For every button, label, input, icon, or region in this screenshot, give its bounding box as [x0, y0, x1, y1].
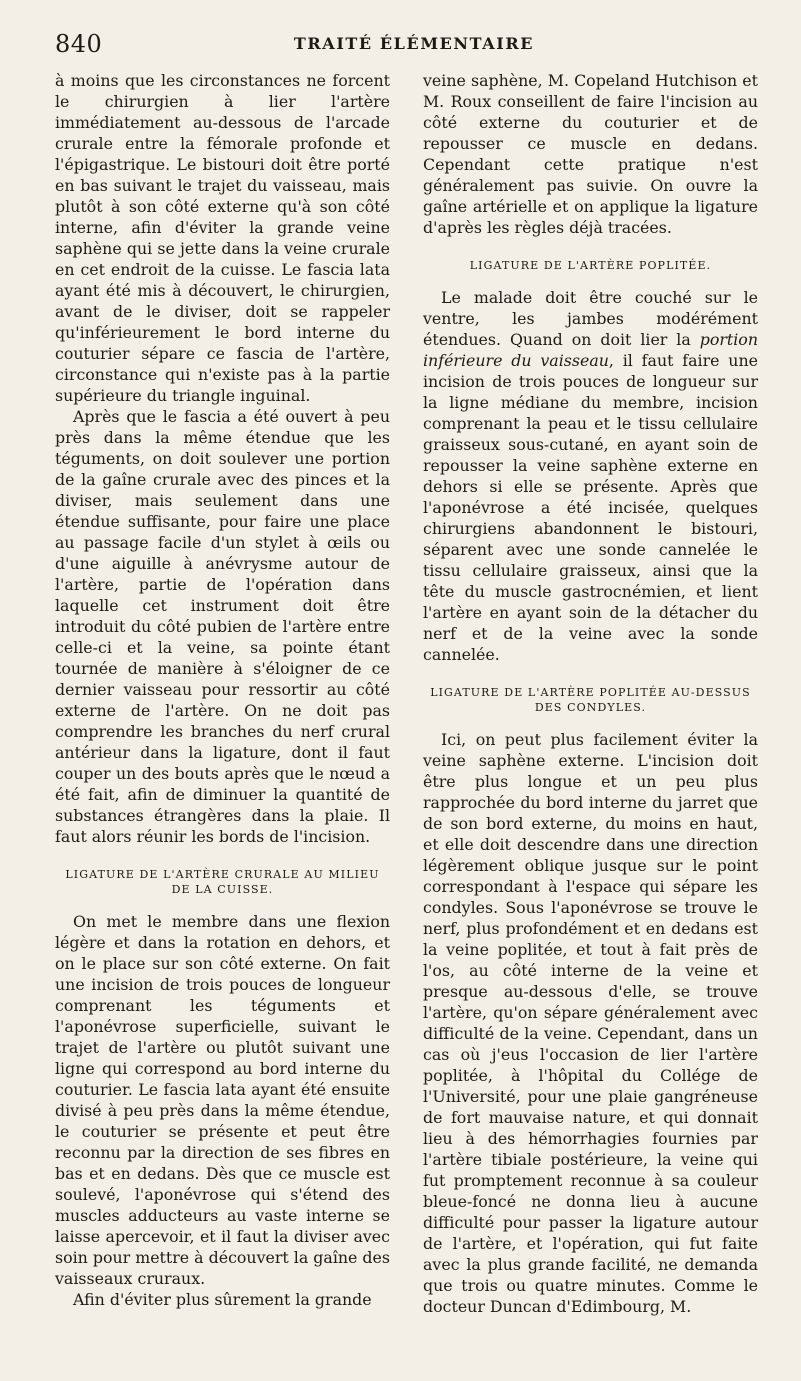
- paragraph: [423, 287, 758, 665]
- text-run: Le malade doit être couché sur le ventre, les jambes modérément étendues. Quand on doit lier la: [423, 288, 758, 349]
- text-run: , il faut faire une incision de trois pouces de longueur sur la ligne médiane du membre, incision comprenant la peau et le tissu cellulaire graisseux sous-cutané, en ayant soin de repousser la veine saphène externe en dehors si elle se présente. Après que l'aponévrose a été incisée, quelques chirurgiens abandonnent le bistouri, séparent avec une sonde cannelée le tissu cellulaire graisseux, ainsi que la tête du muscle gastrocnémien, et lient l'artère en ayant soin de la détacher du nerf et de la veine avec la sonde cannelée.: [423, 351, 758, 664]
- paragraph: Après que le fascia a été ouvert à peu près dans la même étendue que les téguments, on doit soulever une portion de la gaîne crurale avec des pinces et la diviser, mais seulement dans une étendue suffisante, pour faire une place au passage facile d'un stylet à œils ou d'une aiguille à anévrysme autour de l'artère, partie de l'opération dans laquelle cet instrument doit être introduit du côté pubien de l'artère entre celle-ci et la veine, sa pointe étant tournée de manière à s'éloigner de ce dernier vaisseau pour ressortir au côté externe de l'artère. On ne doit pas comprendre les branches du nerf crural antérieur dans la ligature, dont il faut couper un des bouts après que le nœud a été fait, afin de diminuer la quantité de substances étrangères dans la plaie. Il faut alors réunir les bords de l'incision.: [55, 407, 390, 846]
- right-column: [423, 70, 758, 1317]
- paragraph: à moins que les circonstances ne forcent le chirurgien à lier l'artère immédiatement au-dessous de l'arcade crurale entre la fémorale profonde et l'épigastrique. Le bistouri doit être porté en bas suivant le trajet du vaisseau, mais plutôt à son côté externe qu'à son côté interne, afin d'éviter la grande veine saphène qui se jette dans la veine crurale en cet endroit de la cuisse. Le fascia lata ayant été mis à découvert, le chirurgien, avant de le diviser, doit se rappeler qu'inférieurement le bord interne du couturier sépare ce fascia de l'artère, circonstance qui n'existe pas à la partie supérieure du triangle inguinal.: [55, 71, 390, 405]
- page-header: [55, 30, 773, 60]
- italic-term: portion inférieure du vaisseau: [423, 330, 758, 370]
- page-number: 840: [55, 30, 103, 58]
- paragraph: Ici, on peut plus facilement éviter la veine saphène externe. L'incision doit être plus longue et un peu plus rapprochée du bord interne du jarret que de son bord externe, du moins en haut, et elle doit descendre dans une direction légèrement oblique jusque sur le point correspondant à l'espace qui sépare les condyles. Sous l'aponévrose se trouve le nerf, plus profondément et en dedans est la veine poplitée, et tout à fait près de l'os, au côté interne de la veine et presque au-dessous d'elle, se trouve l'artère, qu'on sépare généralement avec difficulté de la veine. Cependant, dans un cas où j'eus l'occasion de lier l'artère poplitée, à l'hôpital du Collége de l'Université, pour une plaie gangréneuse de fort mauvaise nature, et qui donnait lieu à des hémorrhagies fournies par l'artère tibiale postérieure, la veine qui fut promptement reconnue à sa couleur bleue-foncé ne donna lieu à aucune difficulté pour passer la ligature autour de l'artère, et l'opération, qui fut faite avec la plus grande facilité, ne demanda que trois ou quatre minutes. Comme le docteur Duncan d'Edimbourg, M.: [423, 730, 758, 1316]
- section-heading: LIGATURE DE L'ARTÈRE CRURALE AU MILIEU DE LA CUISSE.: [65, 868, 380, 896]
- running-title: TRAITÉ ÉLÉMENTAIRE: [293, 34, 535, 53]
- left-column: [55, 70, 390, 1310]
- section-heading: LIGATURE DE L'ARTÈRE POPLITÉE.: [469, 259, 712, 272]
- paragraph: veine saphène, M. Copeland Hutchison et M. Roux conseillent de faire l'incision au côté externe du couturier et de repousser ce muscle en dedans. Cependant cette pratique n'est généralement pas suivie. On ouvre la gaîne artérielle et on applique la ligature d'après les règles déjà tracées.: [423, 71, 758, 237]
- paragraph: On met le membre dans une flexion légère et dans la rotation en dehors, et on le place sur son côté externe. On fait une incision de trois pouces de longueur comprenant les téguments et l'aponévrose superficielle, suivant le trajet de l'artère ou plutôt suivant une ligne qui correspond au bord interne du couturier. Le fascia lata ayant été ensuite divisé à peu près dans la même étendue, le couturier se présente et peut être reconnu par la direction de ses fibres en bas et en dedans. Dès que ce muscle est soulevé, l'aponévrose qui s'étend des muscles adducteurs au vaste interne se laisse apercevoir, et il faut la diviser avec soin pour mettre à découvert la gaîne des vaisseaux cruraux.: [55, 912, 390, 1288]
- paragraph: Afin d'éviter plus sûrement la grande: [73, 1290, 372, 1309]
- section-heading: LIGATURE DE L'ARTÈRE POPLITÉE AU-DESSUS DES CONDYLES.: [430, 686, 751, 714]
